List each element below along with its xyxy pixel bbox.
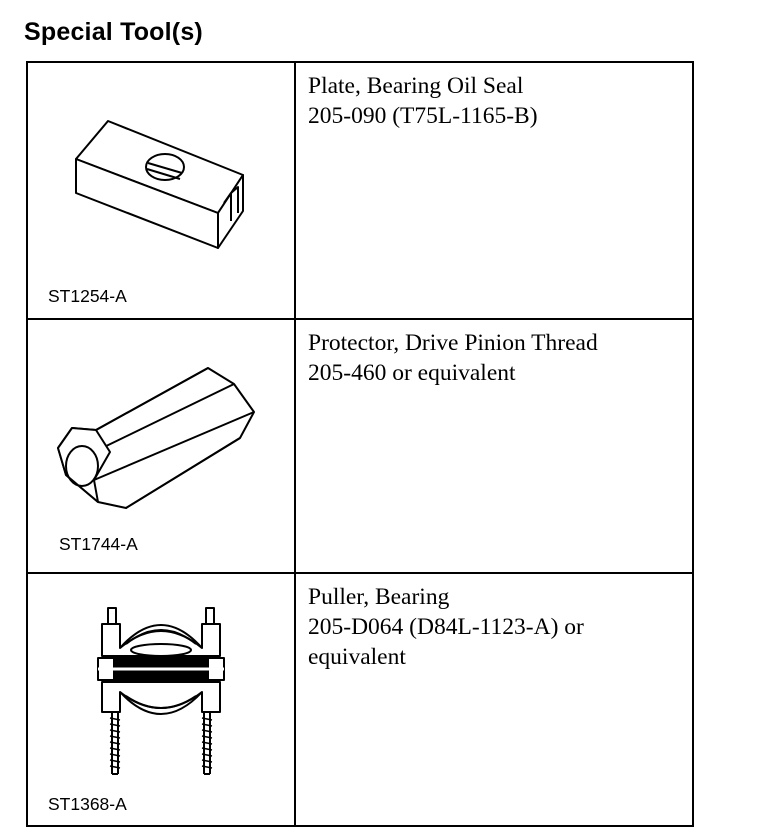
page-title: Special Tool(s): [24, 18, 203, 46]
table-row: [28, 63, 692, 320]
tool-name: Plate, Bearing Oil Seal: [308, 73, 524, 99]
tool-code-label: ST1254-A: [48, 286, 127, 306]
tool-name: Puller, Bearing: [308, 584, 450, 610]
tool-part-number: 205-090 (T75L-1165-B): [308, 103, 538, 129]
special-tools-table: [26, 61, 694, 827]
tool-part-number: equivalent: [308, 644, 406, 670]
tool-name: Protector, Drive Pinion Thread: [308, 330, 598, 356]
tool-description-cell: [296, 320, 692, 572]
tool-part-number: 205-D064 (D84L-1123-A) or: [308, 614, 584, 640]
tool-code-label: ST1744-A: [59, 534, 138, 554]
tool-part-number: 205-460 or equivalent: [308, 360, 516, 386]
tool-image-cell: [28, 320, 296, 572]
table-row: [28, 574, 692, 827]
bearing-oil-seal-plate-icon: [28, 63, 294, 318]
tool-description-cell: [296, 574, 692, 827]
tool-code-label: ST1368-A: [48, 794, 127, 814]
table-row: [28, 320, 692, 574]
bearing-puller-icon: [28, 574, 294, 825]
tool-image-cell: [28, 63, 296, 318]
tool-image-cell: [28, 574, 296, 827]
tool-description-cell: [296, 63, 692, 318]
